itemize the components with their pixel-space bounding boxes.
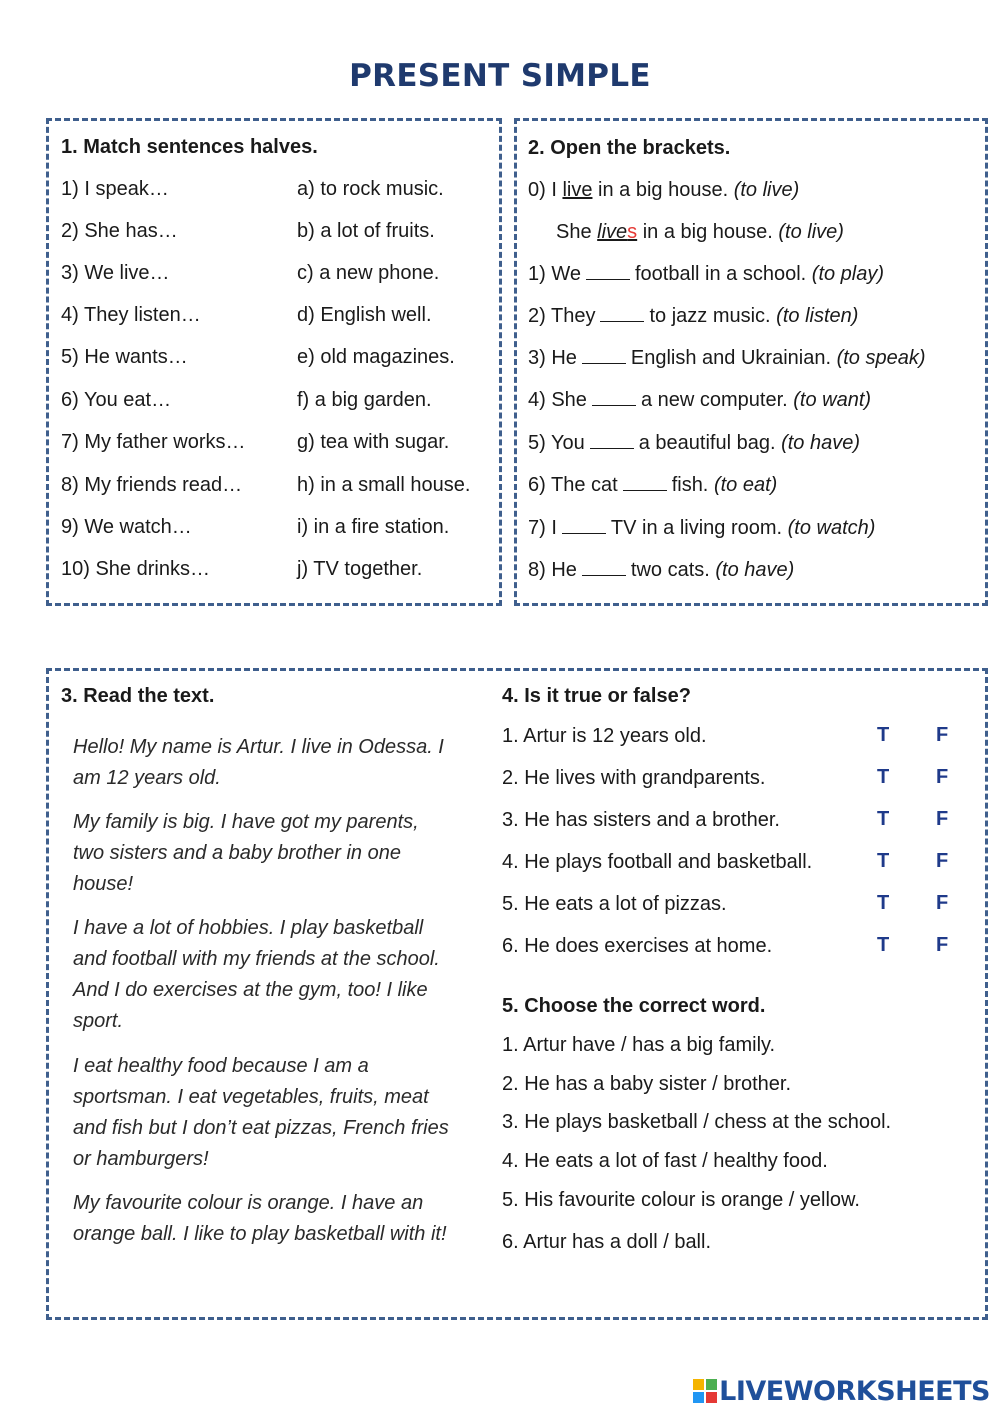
- match-left-item: 5) He wants…: [61, 346, 188, 368]
- page-title: PRESENT SIMPLE: [349, 58, 651, 94]
- exercise-3-heading: 3. Read the text.: [61, 685, 215, 707]
- match-right-item: b) a lot of fruits.: [297, 220, 435, 242]
- choose-word-item[interactable]: 1. Artur have / has a big family.: [502, 1034, 776, 1056]
- reading-paragraph: My favourite colour is orange. I have an orange ball. I like to play basketball with it!: [73, 1192, 447, 1245]
- item-hint: (to eat): [713, 474, 778, 496]
- match-left-item: 3) We live…: [61, 262, 170, 284]
- item-subject: 6) The cat: [528, 474, 618, 496]
- example-sentence-1: [528, 179, 799, 202]
- bracket-item: [528, 517, 875, 540]
- true-false-statement: 3. He has sisters and a brother.: [502, 809, 780, 831]
- liveworksheets-logo: [693, 1375, 990, 1407]
- item-rest: to jazz music.: [649, 305, 771, 327]
- item-rest: TV in a living room.: [610, 517, 783, 539]
- bracket-item: [528, 263, 884, 286]
- choose-word-item[interactable]: 2. He has a baby sister / brother.: [502, 1073, 792, 1095]
- choose-word-item[interactable]: 5. His favourite colour is orange / yellow.: [502, 1189, 860, 1211]
- reading-paragraph: Hello! My name is Artur. I live in Odessa. I am 12 years old.: [73, 736, 444, 789]
- item-rest: football in a school.: [634, 263, 807, 285]
- match-right-item: j) TV together.: [297, 558, 423, 580]
- true-option[interactable]: T: [877, 808, 890, 830]
- answer-blank[interactable]: [562, 517, 606, 534]
- reading-paragraph: My family is big. I have got my parents, two sisters and a baby brother in one house!: [73, 811, 419, 895]
- example-hint: (to live): [733, 179, 800, 201]
- true-false-statement: 2. He lives with grandparents.: [502, 767, 766, 789]
- example-verb-base: live: [597, 221, 628, 243]
- match-left-item: 8) My friends read…: [61, 474, 243, 496]
- example-prefix: She: [556, 221, 598, 243]
- bracket-item: [528, 559, 794, 582]
- item-subject: 2) They: [528, 305, 596, 327]
- exercise-5-heading: 5. Choose the correct word.: [502, 995, 766, 1017]
- bracket-item: [528, 389, 871, 412]
- item-rest: a beautiful bag.: [638, 432, 776, 454]
- match-left-item: 7) My father works…: [61, 431, 246, 453]
- bracket-item: [528, 432, 860, 455]
- match-left-item: 2) She has…: [61, 220, 178, 242]
- match-right-item: d) English well.: [297, 304, 432, 326]
- true-false-statement: 5. He eats a lot of pizzas.: [502, 893, 727, 915]
- choose-word-item[interactable]: 4. He eats a lot of fast / healthy food.: [502, 1150, 828, 1172]
- item-rest: fish.: [671, 474, 709, 496]
- item-hint: (to have): [715, 559, 795, 581]
- true-false-statement: 1. Artur is 12 years old.: [502, 725, 707, 747]
- item-rest: two cats.: [630, 559, 710, 581]
- match-right-item: f) a big garden.: [297, 389, 432, 411]
- match-right-item: e) old magazines.: [297, 346, 455, 368]
- item-rest: a new computer.: [640, 389, 788, 411]
- bracket-item: [528, 474, 777, 497]
- item-subject: 1) We: [528, 263, 581, 285]
- true-option[interactable]: T: [877, 892, 890, 914]
- choose-word-item[interactable]: 6. Artur has a doll / ball.: [502, 1231, 712, 1253]
- answer-blank[interactable]: [592, 389, 636, 406]
- answer-blank[interactable]: [600, 305, 644, 322]
- example-hint: (to live): [778, 221, 844, 243]
- example-prefix: 0) I: [528, 179, 563, 201]
- answer-blank[interactable]: [590, 432, 634, 449]
- answer-blank[interactable]: [582, 559, 626, 576]
- item-rest: English and Ukrainian.: [630, 347, 832, 369]
- example-sentence-2: [556, 221, 844, 244]
- answer-blank[interactable]: [623, 474, 667, 491]
- match-left-item: 6) You eat…: [61, 389, 172, 411]
- bracket-item: [528, 305, 858, 328]
- match-left-item: 9) We watch…: [61, 516, 192, 538]
- item-hint: (to play): [811, 263, 885, 285]
- item-hint: (to have): [781, 432, 861, 454]
- example-verb: [597, 221, 637, 243]
- match-right-item: i) in a fire station.: [297, 516, 450, 538]
- exercise-1-heading: 1. Match sentences halves.: [61, 136, 318, 158]
- match-right-item: h) in a small house.: [297, 474, 471, 496]
- match-left-item: 10) She drinks…: [61, 558, 210, 580]
- false-option[interactable]: F: [936, 808, 949, 830]
- choose-word-item[interactable]: 3. He plays basketball / chess at the school.: [502, 1111, 892, 1133]
- item-hint: (to watch): [787, 517, 876, 539]
- item-subject: 4) She: [528, 389, 587, 411]
- true-false-statement: 4. He plays football and basketball.: [502, 851, 813, 873]
- example-verb-suffix: s: [627, 221, 638, 243]
- match-left-item: 1) I speak…: [61, 178, 169, 200]
- answer-blank[interactable]: [586, 263, 630, 280]
- item-subject: 8) He: [528, 559, 577, 581]
- bracket-item: [528, 347, 926, 370]
- item-subject: 3) He: [528, 347, 577, 369]
- reading-paragraph: I have a lot of hobbies. I play basketball and football with my friends at the school. And I do exercises at the gym, too! I like sport.: [73, 917, 440, 1032]
- match-right-item: a) to rock music.: [297, 178, 444, 200]
- example-verb: live: [562, 179, 593, 201]
- false-option[interactable]: F: [936, 892, 949, 914]
- match-right-item: c) a new phone.: [297, 262, 440, 284]
- true-option[interactable]: T: [877, 766, 890, 788]
- match-right-item: g) tea with sugar.: [297, 431, 450, 453]
- false-option[interactable]: F: [936, 850, 949, 872]
- item-subject: 7) I: [528, 517, 557, 539]
- true-false-statement: 6. He does exercises at home.: [502, 935, 773, 957]
- false-option[interactable]: F: [936, 724, 949, 746]
- item-hint: (to speak): [836, 347, 926, 369]
- blocks-icon: [693, 1379, 717, 1403]
- false-option[interactable]: F: [936, 766, 949, 788]
- logo-text: LIVEWORKSHEETS: [719, 1375, 990, 1407]
- exercise-2-heading: 2. Open the brackets.: [528, 137, 731, 159]
- true-option[interactable]: T: [877, 934, 890, 956]
- item-hint: (to want): [793, 389, 872, 411]
- item-subject: 5) You: [528, 432, 585, 454]
- true-option[interactable]: T: [877, 850, 890, 872]
- true-option[interactable]: T: [877, 724, 890, 746]
- match-left-item: 4) They listen…: [61, 304, 201, 326]
- item-hint: (to listen): [776, 305, 859, 327]
- exercise-4-heading: 4. Is it true or false?: [502, 685, 691, 707]
- example-rest: in a big house.: [637, 221, 779, 243]
- answer-blank[interactable]: [582, 347, 626, 364]
- reading-paragraph: I eat healthy food because I am a sportsman. I eat vegetables, fruits, meat and fish but I don’t eat pizzas, French fries or hamburgers!: [73, 1055, 449, 1170]
- example-rest: in a big house.: [592, 179, 734, 201]
- false-option[interactable]: F: [936, 934, 949, 956]
